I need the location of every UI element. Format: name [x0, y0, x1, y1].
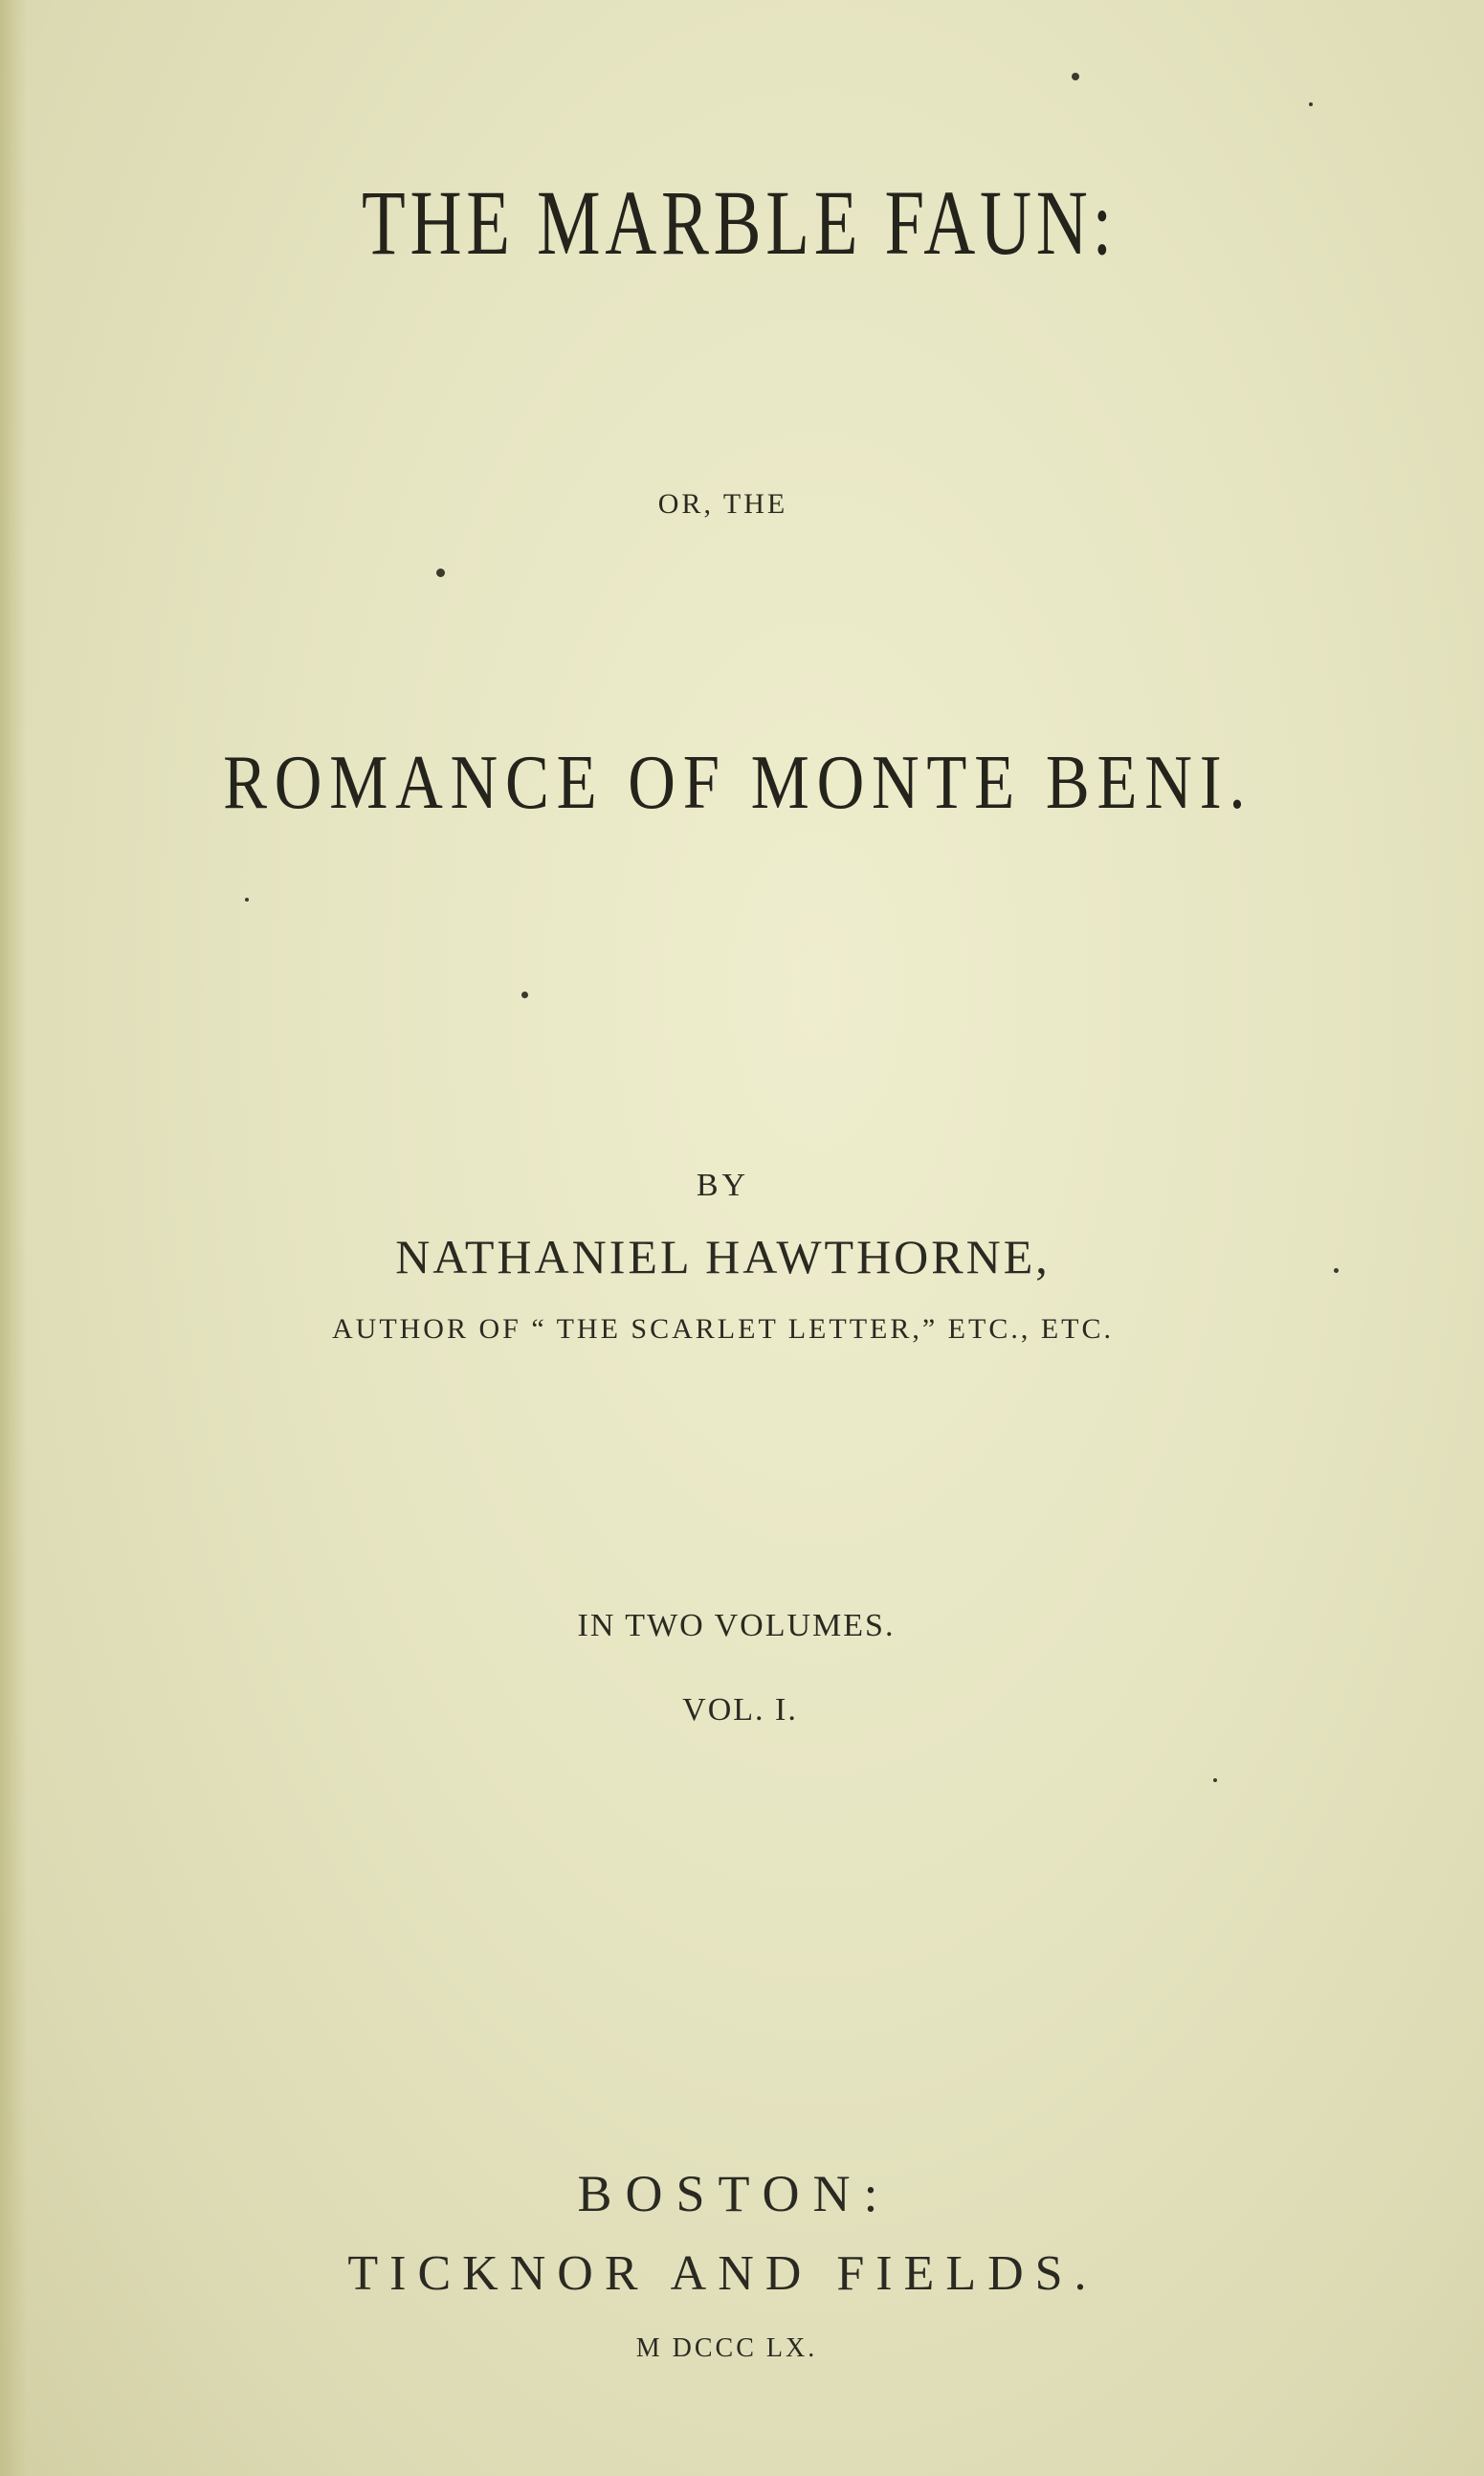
volume-number: VOL. I. — [682, 1692, 798, 1728]
paper-speck — [1309, 102, 1313, 106]
book-title: THE MARBLE FAUN: — [362, 171, 1118, 274]
paper-speck — [1072, 73, 1079, 80]
paper-speck — [1213, 1778, 1217, 1782]
publisher-name: TICKNOR AND FIELDS. — [347, 2246, 1098, 2301]
paper-speck — [521, 992, 528, 998]
paper-speck — [245, 898, 249, 902]
publication-year: M DCCC LX. — [635, 2333, 818, 2363]
author-name: NATHANIEL HAWTHORNE, — [395, 1230, 1051, 1283]
book-subtitle: ROMANCE OF MONTE BENI. — [223, 741, 1253, 825]
byline-label: BY — [696, 1168, 750, 1203]
title-connector: OR, THE — [657, 488, 788, 520]
author-credit: AUTHOR OF “ THE SCARLET LETTER,” ETC., ETC. — [331, 1313, 1114, 1345]
volume-count: IN TWO VOLUMES. — [577, 1608, 896, 1643]
paper-speck — [1334, 1268, 1339, 1273]
paper-speck — [436, 569, 445, 577]
publication-city: BOSTON: — [577, 2165, 892, 2222]
